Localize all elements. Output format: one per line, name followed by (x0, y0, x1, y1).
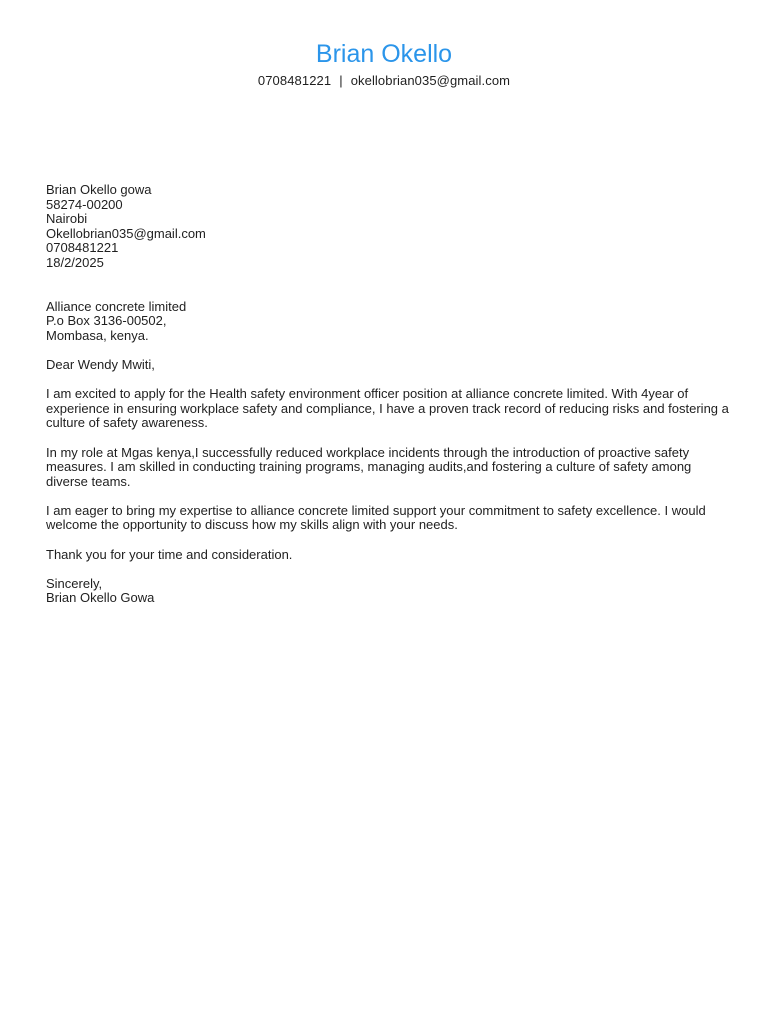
sender-phone: 0708481221 (46, 240, 119, 256)
sign-off (46, 577, 736, 606)
letter-header (0, 38, 768, 89)
sender-address (46, 183, 736, 271)
closing: Sincerely, (46, 575, 103, 591)
header-phone: 0708481221 (257, 73, 332, 88)
sender-name: Brian Okello gowa (46, 182, 152, 197)
applicant-name: Brian Okello (315, 40, 453, 68)
recipient-po-box: P.o Box 3136-00502, (46, 313, 167, 329)
salutation: Dear Wendy Mwiti, (46, 356, 155, 372)
recipient-address (46, 300, 736, 344)
signature-name: Brian Okello Gowa (46, 590, 155, 606)
letter-date: 18/2/2025 (46, 254, 104, 270)
header-email: okellobrian035@gmail.com (350, 73, 511, 88)
contact-separator: | (339, 73, 343, 88)
sender-city: Nairobi (46, 211, 88, 227)
contact-line (0, 73, 768, 89)
paragraph-experience: In my role at Mgas kenya,I successfully reduced workplace incidents through the introduction of proactive safety measures. I am skilled in conducting training programs, managing audits,and fostering a culture of safety among diverse teams. (46, 444, 692, 489)
paragraph-motivation: I am eager to bring my expertise to alliance concrete limited support your commitment to safety excellence. I would welcome the opportunity to discuss how my skills align with your needs. (46, 502, 706, 533)
letter-body (46, 183, 736, 606)
recipient-company: Alliance concrete limited (46, 298, 187, 314)
sender-postal-code: 58274-00200 (46, 196, 123, 212)
recipient-city: Mombasa, kenya. (46, 327, 149, 343)
sender-email: Okellobrian035@gmail.com (46, 225, 206, 241)
paragraph-thanks: Thank you for your time and consideration. (46, 546, 293, 562)
paragraph-intro: I am excited to apply for the Health safety environment officer position at alliance concrete limited. With 4year of experience in ensuring workplace safety and compliance, I have a proven track record of reducing risks and fostering a culture of safety awareness. (46, 386, 729, 431)
